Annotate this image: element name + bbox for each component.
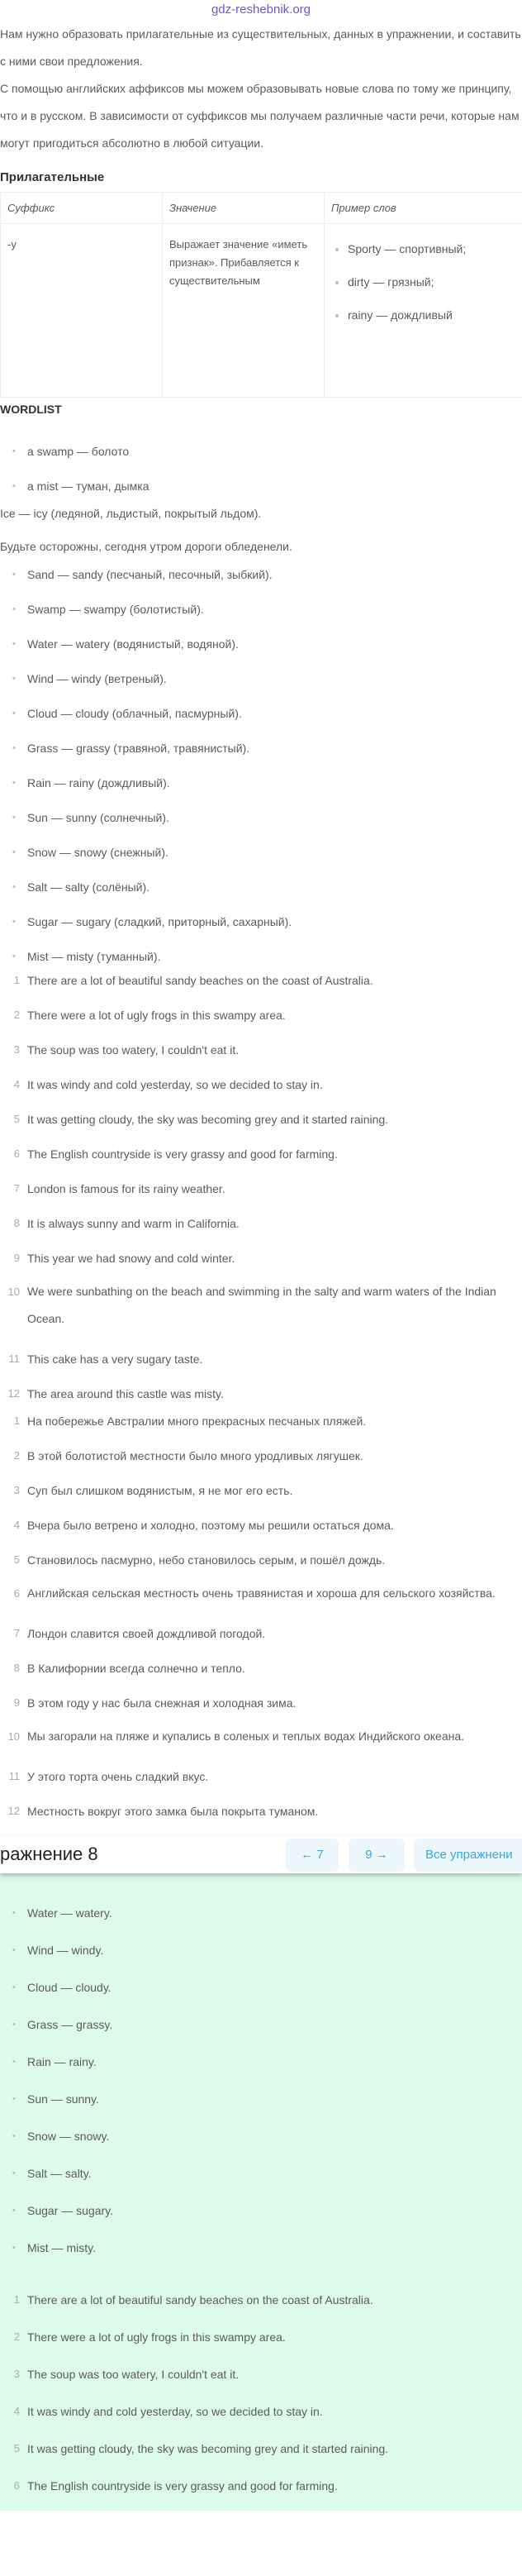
item-text: The English countryside is very grassy and good for farming. — [27, 2479, 338, 2493]
table-header-row — [1, 193, 522, 224]
item-number: 3 — [13, 1484, 20, 1496]
sentence-item — [0, 1625, 522, 1642]
sentence-item — [0, 2478, 522, 2494]
sentence-item — [0, 1660, 522, 1677]
exercise-title: ражнение 8 — [0, 1844, 98, 1864]
item-text: It was getting cloudy, the sky was becoming grey and it started raining. — [27, 2442, 389, 2455]
item-text: Water — watery (водянистый, водяной). — [27, 637, 239, 651]
sentence-item — [0, 1448, 522, 1464]
list-item — [0, 914, 522, 930]
wordlist-heading: WORDLIST — [0, 403, 62, 416]
item-text: There are a lot of beautiful sandy beaches on the coast of Australia. — [27, 2293, 373, 2306]
sentence-item — [0, 1803, 522, 1820]
suffix-table — [0, 192, 522, 398]
item-text: There are a lot of beautiful sandy beaches on the coast of Australia. — [27, 974, 373, 987]
sentence-item — [0, 1768, 522, 1785]
item-text: В этой болотистой местности было много уродливых лягушек. — [27, 1449, 363, 1462]
item-number: 5 — [13, 2442, 20, 2454]
item-text: The soup was too watery, I couldn't eat it. — [27, 2368, 240, 2381]
item-text: There were a lot of ugly frogs in this swampy area. — [27, 1009, 286, 1022]
item-text: Mist — misty. — [27, 2241, 96, 2254]
item-text: Snow — snowy (снежный). — [27, 846, 168, 859]
site-logo-watermark: gdz-reshebnik.org — [211, 2, 311, 17]
list-item — [0, 948, 522, 965]
answer-sentences — [0, 2292, 522, 2494]
suffix-cell: -y — [1, 224, 163, 398]
example-item — [348, 302, 515, 328]
derivation-list — [0, 566, 522, 965]
intro-paragraph: С помощью английских аффиксов мы можем образовывать новые слова по тому же принципу, что и в русском. В зависимости от суффиксов мы получаем различные части речи, которые нам могут пригодиться абсолютно в любой ситуации. — [0, 82, 520, 150]
item-text: У этого торта очень сладкий вкус. — [27, 1770, 209, 1783]
item-text: We were sunbathing on the beach and swimming in the salty and warm waters of the Indian Ocean. — [27, 1285, 496, 1325]
list-item — [0, 2202, 522, 2219]
list-item — [0, 670, 522, 687]
sentence-item — [0, 1552, 522, 1568]
item-text: Wind — windy (ветреный). — [27, 672, 167, 685]
item-number: 6 — [13, 1147, 20, 1160]
item-text: Sugar — sugary (сладкий, приторный, сахарный). — [27, 915, 292, 928]
example-text: dirty — грязный; — [348, 275, 434, 289]
sentence-item — [0, 1517, 522, 1534]
item-text: Rain — rainy (дождливый). — [27, 776, 170, 789]
item-number: 10 — [7, 1286, 20, 1298]
item-number: 11 — [8, 1770, 20, 1782]
example-word: Ice — icy (ледяной, льдистый, покрытый льдом). — [0, 507, 262, 520]
item-number: 8 — [13, 1217, 20, 1229]
intro — [0, 21, 522, 157]
sentence-item — [0, 1482, 522, 1499]
example-item — [348, 236, 515, 262]
item-text: Swamp — swampy (болотистый). — [27, 603, 204, 616]
item-number: 2 — [13, 1449, 20, 1462]
list-item — [0, 601, 522, 618]
item-number: 3 — [13, 2368, 20, 2380]
example-sentence: Будьте осторожны, сегодня утром дороги обледенели. — [0, 540, 292, 553]
list-item — [0, 705, 522, 722]
list-item: • a mist — туман, дымка — [0, 478, 522, 494]
list-item — [0, 844, 522, 861]
meaning-cell: Выражает значение «иметь признак». Прибавляется к существительным — [163, 224, 325, 398]
list-item — [0, 775, 522, 791]
item-text: Salt — salty. — [27, 2167, 92, 2180]
list-item — [0, 1979, 522, 1996]
item-text: Mist — misty (туманный). — [27, 950, 161, 963]
item-number: 7 — [13, 1182, 20, 1195]
item-number: 6 — [13, 2479, 20, 2492]
list-item — [0, 879, 522, 895]
list-item — [0, 2240, 522, 2256]
examples-cell — [325, 224, 522, 398]
column-header: Значение — [163, 193, 325, 224]
item-number: 12 — [7, 1387, 20, 1400]
sentence-item — [0, 2440, 522, 2457]
exercise-nav-bar — [0, 1836, 522, 1873]
item-text: There were a lot of ugly frogs in this swampy area. — [27, 2330, 286, 2344]
item-number: 9 — [13, 1696, 20, 1709]
item-text: Sand — sandy (песчаный, песочный, зыбкий). — [27, 568, 273, 581]
sentence-item — [0, 2329, 522, 2345]
sentence-item — [0, 2366, 522, 2383]
item-text: Cloud — cloudy (облачный, пасмурный). — [27, 707, 242, 720]
sentence-item — [0, 1351, 522, 1367]
sentence-item — [0, 1042, 522, 1058]
sentence-item — [0, 1695, 522, 1711]
item-text: Snow — snowy. — [27, 2130, 110, 2143]
sentence-item — [0, 1580, 522, 1607]
item-number: 7 — [13, 1627, 20, 1639]
wordlist — [0, 443, 522, 494]
item-number: 4 — [13, 1078, 20, 1090]
item-text: This year we had snowy and cold winter. — [27, 1252, 235, 1265]
sentence-item — [0, 1278, 522, 1333]
sentence-item — [0, 1146, 522, 1162]
item-text: The area around this castle was misty. — [27, 1387, 224, 1400]
item-number: 5 — [13, 1113, 20, 1125]
sentence-item — [0, 1215, 522, 1232]
example-text: rainy — дождливый — [348, 308, 453, 322]
item-text: Grass — grassy. — [27, 2018, 113, 2031]
item-number: 10 — [7, 1730, 20, 1743]
item-text: Суп был слишком водянистым, я не мог его есть. — [27, 1484, 293, 1497]
list-item — [0, 2016, 522, 2033]
item-text: В Калифорнии всегда солнечно и тепло. — [27, 1662, 245, 1675]
sentence-item — [0, 1723, 522, 1750]
list-item — [0, 1942, 522, 1958]
item-text: Вчера было ветрено и холодно, поэтому мы решили остаться дома. — [27, 1519, 394, 1532]
item-text: Английская сельская местность очень травянистая и хороша для сельского хозяйства. — [27, 1586, 496, 1600]
item-text: Местность вокруг этого замка была покрыта туманом. — [27, 1805, 319, 1818]
item-number: 8 — [13, 1662, 20, 1674]
sentence-item — [0, 1413, 522, 1429]
item-text: Sun — sunny. — [27, 2092, 99, 2106]
list-item — [0, 809, 522, 826]
item-text: Cloud — cloudy. — [27, 1981, 112, 1994]
sentence-item — [0, 972, 522, 989]
russian-sentences — [0, 1413, 522, 1820]
item-number: 1 — [13, 1414, 20, 1427]
sentence-item — [0, 1181, 522, 1197]
column-header: Пример слов — [325, 193, 522, 224]
sentence-item — [0, 1076, 522, 1093]
item-text: It was getting cloudy, the sky was becoming grey and it started raining. — [27, 1113, 389, 1126]
table-row — [1, 224, 522, 398]
item-number: 2 — [13, 2330, 20, 2343]
item-number: 4 — [13, 2405, 20, 2417]
item-text: Мы загорали на пляже и купались в соленых и теплых водах Индийского океана. — [27, 1729, 465, 1743]
item-number: 12 — [7, 1805, 20, 1817]
example-text: Sporty — спортивный; — [348, 242, 467, 255]
list-item — [0, 636, 522, 652]
sentence-item — [0, 1386, 522, 1402]
answer-block — [0, 1873, 522, 2511]
item-text: The English countryside is very grassy and good for farming. — [27, 1147, 338, 1161]
column-header: Суффикс — [1, 193, 163, 224]
adjectives-heading: Прилагательные — [0, 170, 105, 184]
list-item — [0, 2054, 522, 2070]
list-item — [0, 566, 522, 583]
item-text: Лондон славится своей дождливой погодой. — [27, 1627, 266, 1640]
sentence-item — [0, 1111, 522, 1128]
item-number: 2 — [13, 1009, 20, 1021]
item-text: It is always sunny and warm in California. — [27, 1217, 240, 1230]
sentence-item — [0, 2292, 522, 2308]
prev-exercise-button[interactable]: ← 7 — [286, 1839, 339, 1872]
item-text: Salt — salty (солёный). — [27, 880, 149, 894]
item-number: 9 — [13, 1252, 20, 1264]
item-number: 4 — [13, 1519, 20, 1531]
item-text: Sun — sunny (солнечный). — [27, 811, 169, 824]
sentence-item — [0, 1007, 522, 1023]
item-number: 6 — [13, 1587, 20, 1600]
list-item — [0, 2091, 522, 2107]
sentence-item — [0, 2403, 522, 2420]
item-text: Grass — grassy (травяной, травянистый). — [27, 742, 250, 755]
item-text: Wind — windy. — [27, 1944, 104, 1957]
list-item — [0, 2165, 522, 2182]
item-text: Rain — rainy. — [27, 2055, 97, 2068]
answer-list — [0, 1905, 522, 2256]
item-text: This cake has a very sugary taste. — [27, 1352, 203, 1366]
item-number: 1 — [13, 2293, 20, 2306]
item-number: 11 — [8, 1352, 20, 1365]
example-item — [348, 269, 515, 295]
item-text: Sugar — sugary. — [27, 2204, 114, 2217]
item-text: Water — watery. — [27, 1906, 112, 1920]
item-number: 1 — [13, 974, 20, 986]
item-text: It was windy and cold yesterday, so we decided to stay in. — [27, 2405, 323, 2418]
sentence-item — [0, 1250, 522, 1267]
list-item: • a swamp — болото — [0, 443, 522, 460]
item-text: London is famous for its rainy weather. — [27, 1182, 225, 1195]
list-item — [0, 740, 522, 756]
list-item — [0, 1905, 522, 1921]
item-number: 5 — [13, 1553, 20, 1566]
item-number: 3 — [13, 1043, 20, 1056]
all-exercises-button[interactable]: Все упражнени — [414, 1839, 522, 1872]
item-text: В этом году у нас была снежная и холодная зима. — [27, 1696, 297, 1710]
list-item — [0, 2128, 522, 2144]
item-text: На побережье Австралии много прекрасных песчаных пляжей. — [27, 1414, 367, 1428]
english-sentences — [0, 972, 522, 1402]
next-exercise-button[interactable]: 9 → — [349, 1839, 405, 1872]
item-text: It was windy and cold yesterday, so we decided to stay in. — [27, 1078, 323, 1091]
intro-paragraph: Нам нужно образовать прилагательные из существительных, данных в упражнении, и составить с ними свои предложения. — [0, 27, 521, 68]
item-text: The soup was too watery, I couldn't eat it. — [27, 1043, 240, 1057]
item-text: Становилось пасмурно, небо становилось серым, и пошёл дождь. — [27, 1553, 386, 1567]
